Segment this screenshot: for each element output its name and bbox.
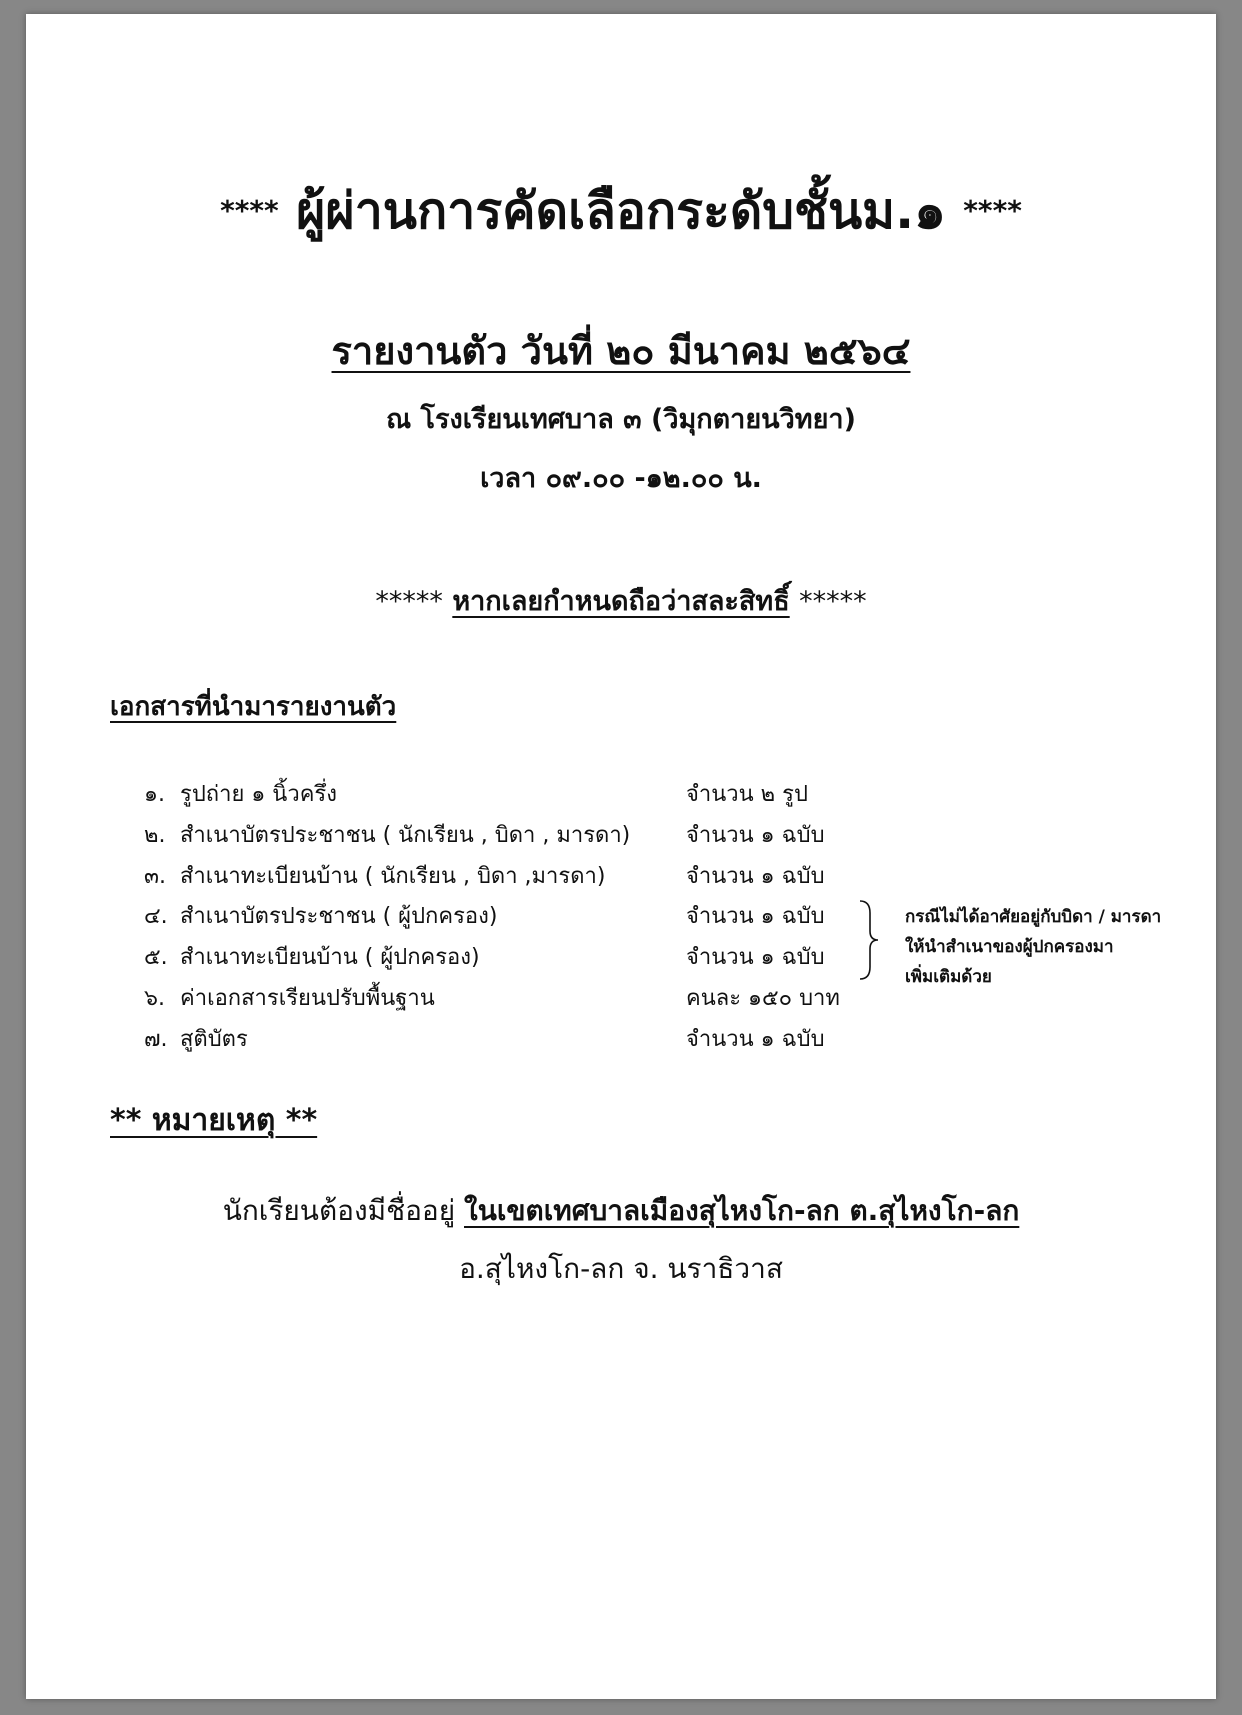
location-line: ณ โรงเรียนเทศบาล ๓ (วิมุกตายนวิทยา) [386, 404, 856, 435]
warning-stars-left: ***** [375, 586, 443, 617]
residency-district-line: อ.สุไหงโก-ลก จ. นราธิวาส [459, 1252, 783, 1285]
document-item-number: ๑. [144, 782, 165, 807]
document-item-number: ๒. [144, 823, 166, 848]
remarks-heading: ** หมายเหตุ ** [110, 1103, 318, 1138]
document-item [26, 776, 1216, 816]
document-item-number: ๔. [144, 904, 168, 929]
document-page [26, 14, 1216, 1699]
document-item-number: ๕. [144, 945, 168, 970]
warning-text: หากเลยกำหนดถือว่าสละสิทธิ์ [452, 586, 790, 617]
document-item-quantity: จำนวน ๑ ฉบับ [686, 864, 825, 889]
warning-line [26, 579, 1216, 622]
side-note-line: เพิ่มเติมด้วย [905, 967, 992, 987]
document-item-name: สำเนาบัตรประชาชน ( ผู้ปกครอง) [180, 904, 498, 929]
document-item-quantity: จำนวน ๑ ฉบับ [686, 945, 825, 970]
right-brace-icon [858, 899, 882, 981]
document-item-number: ๗. [144, 1027, 168, 1052]
document-item-quantity: จำนวน ๒ รูป [686, 782, 808, 807]
document-item-name: สำเนาทะเบียนบ้าน ( ผู้ปกครอง) [180, 945, 480, 970]
title-stars-right: **** [963, 194, 1022, 227]
document-item [26, 858, 1216, 898]
page-title [26, 172, 1216, 251]
document-item-quantity: จำนวน ๑ ฉบับ [686, 904, 825, 929]
document-item-name: สูติบัตร [180, 1027, 248, 1052]
guardian-side-note [905, 902, 1161, 992]
document-item-quantity: จำนวน ๑ ฉบับ [686, 823, 825, 848]
report-date-text: รายงานตัว วันที่ ๒๐ มีนาคม ๒๕๖๔ [331, 329, 911, 373]
document-item-name: สำเนาทะเบียนบ้าน ( นักเรียน , บิดา ,มารดา) [180, 864, 606, 889]
title-text: ผู้ผ่านการคัดเลือกระดับชั้นม.๑ [296, 182, 946, 240]
document-item [26, 1021, 1216, 1061]
residency-prefix: นักเรียนต้องมีชื่ออยู่ [222, 1194, 465, 1227]
time-line: เวลา ๐๙.๐๐ -๑๒.๐๐ น. [480, 463, 762, 494]
document-item-quantity: คนละ ๑๕๐ บาท [686, 986, 840, 1011]
document-item-name: รูปถ่าย ๑ นิ้วครึ่ง [180, 782, 337, 807]
document-item-number: ๖. [144, 986, 165, 1011]
document-item-name: ค่าเอกสารเรียนปรับพื้นฐาน [180, 986, 435, 1011]
warning-stars-right: ***** [799, 586, 867, 617]
document-item [26, 817, 1216, 857]
title-stars-left: **** [220, 194, 279, 227]
residency-area: ในเขตเทศบาลเมืองสุไหงโก-ลก ต.สุไหงโก-ลก [464, 1194, 1020, 1227]
document-item-name: สำเนาบัตรประชาชน ( นักเรียน , บิดา , มารดา) [180, 823, 631, 848]
side-note-line: ให้นำสำเนาของผู้ปกครองมา [905, 937, 1114, 957]
side-note-line: กรณีไม่ได้อาศัยอยู่กับบิดา / มารดา [905, 907, 1162, 927]
document-item-number: ๓. [144, 864, 167, 889]
report-date-line [26, 320, 1216, 381]
residency-requirement-line [26, 1189, 1216, 1233]
document-item-quantity: จำนวน ๑ ฉบับ [686, 1027, 825, 1052]
documents-heading: เอกสารที่นำมารายงานตัว [110, 692, 397, 722]
